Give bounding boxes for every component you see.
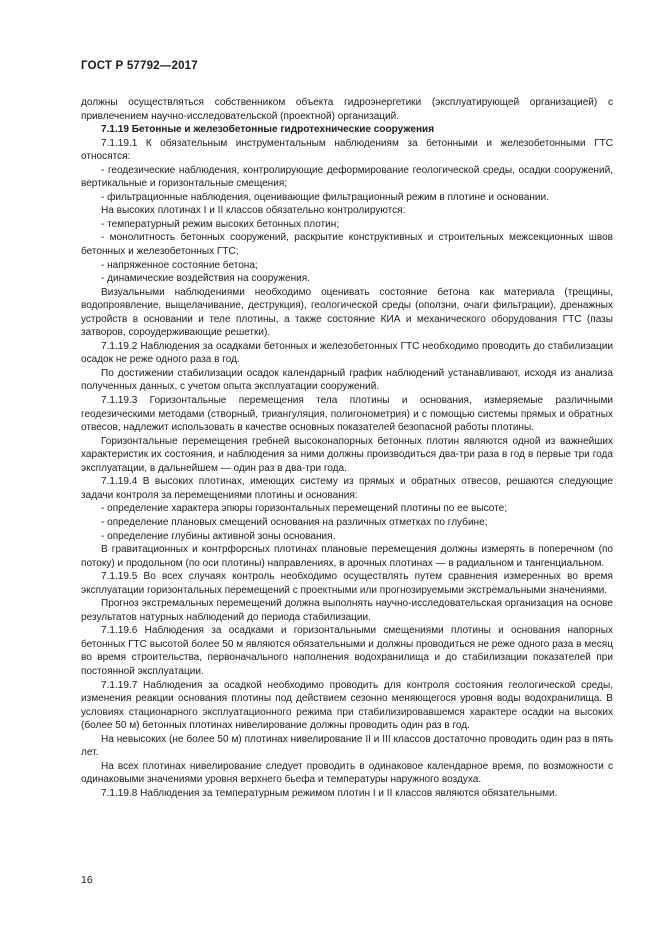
paragraph: На высоких плотинах I и II классов обязательно контролируются: — [101, 205, 406, 217]
paragraph: 7.1.19.3 Горизонтальные перемещения тела плотины и основания, измеряемые различными геодезическими методами (створный, триангуляция, полигонометрия) и с помощью системы прямых и обратных отвесов, надлежит использовать в качестве основных показателей безопасной работы плотины. — [81, 395, 613, 434]
paragraph: 7.1.19.1 К обязательным инструментальным наблюдениям за бетонными и железобетонными ГТС относятся: — [81, 137, 613, 163]
list-item: - определение характера эпюры горизонтальных перемещений плотины по ее высоте; — [101, 503, 508, 515]
page-number: 16 — [81, 874, 93, 886]
paragraph: На всех плотинах нивелирование следует проводить в одинаковое календарное время, по возможности с одинаковыми значениями уровня верхнего бьефа и температуры наружного воздуха. — [81, 760, 613, 786]
paragraph: 7.1.19.5 Во всех случаях контроль необходимо осуществлять путем сравнения измеренных во время эксплуатации горизонтальных перемещений с проектными или прогнозируемыми экстремальными значениями. — [81, 571, 613, 596]
list-item: - напряженное состояние бетона; — [101, 259, 258, 271]
paragraph: На невысоких (не более 50 м) плотинах нивелирование II и III классов достаточно проводить один раз в пять лет. — [81, 733, 613, 759]
paragraph: 7.1.19.4 В высоких плотинах, имеющих систему из прямых и обратных отвесов, решаются следующие задачи контроля за перемещениями плотины и основания: — [81, 476, 613, 501]
paragraph: должны осуществляться собственником объекта гидроэнергетики (эксплуатирующей организацией) с привлечением научно-исследовательской (проектной) организаций. — [81, 97, 613, 122]
paragraph: Визуальными наблюдениями необходимо оценивать состояние бетона как материала (трещины, водопроявление, выщелачивание, деструкция), геологической среды (оползни, очаги фильтрации), дренажных устройств в основании и теле плотины, а также состояние КИА и механического оборудования ГТС (пазы затворов, сороудерживающие решетки). — [81, 286, 613, 339]
document-code-header: ГОСТ Р 57792—2017 — [81, 60, 198, 72]
list-item: - определение плановых смещений основания на различных отметках по глубине; — [101, 516, 488, 528]
paragraph: 7.1.19.2 Наблюдения за осадками бетонных и железобетонных ГТС необходимо проводить до стабилизации осадок не реже одного раза в год. — [81, 340, 613, 366]
paragraph: Прогноз экстремальных перемещений должна выполнять научно-исследовательская организация на основе результатов натурных наблюдений до периода стабилизации. — [81, 598, 613, 623]
paragraph: По достижении стабилизации осадок календарный график наблюдений устанавливают, исходя из анализа полученных данных, с учетом опыта эксплуатации сооружений. — [81, 367, 613, 393]
list-item: - монолитность бетонных сооружений, раскрытие конструктивных и строительных межсекционных швов бетонных и железобетонных ГТС; — [81, 232, 613, 258]
paragraph: 7.1.19.8 Наблюдения за температурным режимом плотин I и II классов являются обязательными. — [101, 787, 558, 799]
paragraph: Горизонтальные перемещения гребней высоконапорных бетонных плотин являются одной из важнейших характеристик их состояния, и наблюдения за ними должны производиться два-три раза в год в первые три года эксплуатации, в дальнейшем — один раз в два-три года. — [81, 435, 613, 474]
list-item: - температурный режим высоких бетонных плотин; — [101, 218, 340, 230]
list-item: - динамические воздействия на сооружения. — [101, 273, 311, 285]
section-heading: 7.1.19 Бетонные и железобетонные гидротехнические сооружения — [101, 124, 435, 136]
list-item: - определение глубины активной зоны основания. — [101, 530, 336, 542]
document-body — [81, 96, 613, 800]
paragraph: В гравитационных и контрфорсных плотинах плановые перемещения должны измерять в поперечном (по потоку) и продольном (по оси плотины) направлениях, в арочных плотинах — в радиальном и тангенциальном. — [81, 544, 613, 569]
list-item: - геодезические наблюдения, контролирующие деформирование геологической среды, осадки сооружений, вертикальные и горизонтальные смещения; — [81, 164, 613, 190]
paragraph: 7.1.19.7 Наблюдения за осадкой необходимо проводить для контроля состояния геологической среды, изменения реакции основания плотины под действием сезонно меняющегося уровня воды водохранилища. В условиях стационарного эксплуатационного режима при стабилизировавшемся характере осадки на высоких (более 50 м) бетонных плотинах нивелирование должны проводить один раз в год. — [81, 679, 613, 732]
list-item: - фильтрационные наблюдения, оценивающие фильтрационный режим в плотине и основании. — [101, 191, 549, 203]
paragraph: 7.1.19.6 Наблюдения за осадками и горизонтальными смещениями плотины и основания напорных бетонных ГТС высотой более 50 м являются обязательными и должны проводиться не реже одного раза в месяц во время строительства, первоначального наполнения водохранилища и до стабилизации показателей при постоянной эксплуатации. — [81, 625, 613, 677]
